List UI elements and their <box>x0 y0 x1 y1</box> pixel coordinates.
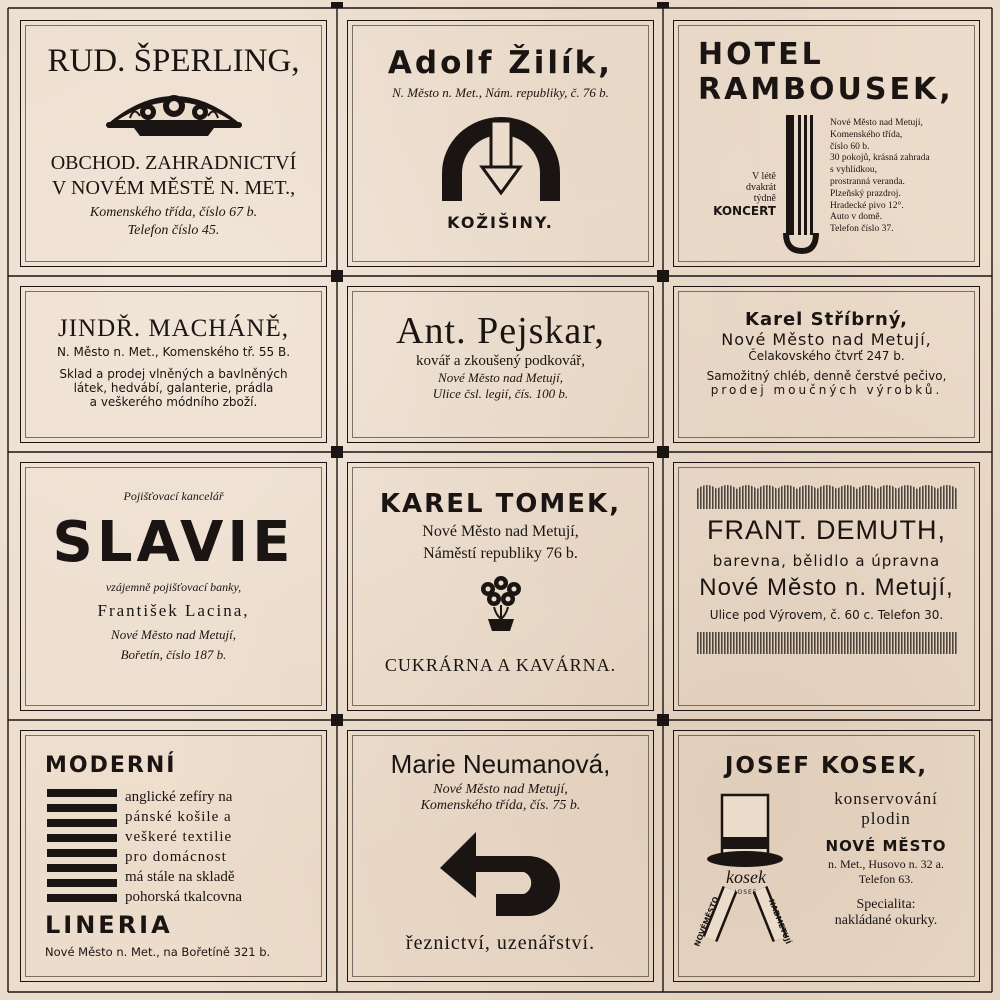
ad-detail: s vyhlídkou, <box>830 165 877 176</box>
ad-detail: Hradecké pivo 12°. <box>830 200 904 211</box>
ad-note: KONCERT <box>713 204 776 218</box>
ad-address: Ulice pod Výrovem, č. 60 c. Telefon 30. <box>709 608 944 622</box>
logo-ribbon-left: NOVÉMĚSTO <box>692 895 721 948</box>
ad-address: Komenského třída, číslo 67 b. <box>89 205 258 220</box>
ad-address: N. Město n. Met., Komenského tř. 55 B. <box>56 345 291 359</box>
ad-lineria <box>20 730 327 982</box>
square-ornament <box>657 446 669 458</box>
square-ornament <box>657 2 669 8</box>
ad-machane <box>20 286 327 443</box>
square-ornament <box>331 446 343 458</box>
ad-sub: vzájemně pojišťovací banky, <box>105 580 242 594</box>
ad-spec: Specialita: <box>856 897 916 912</box>
logo-sub: JOSEF <box>734 889 758 896</box>
ad-address: Bořetín, číslo 187 b. <box>120 647 227 662</box>
ad-line: veškeré textilie <box>125 829 233 845</box>
ad-detail: číslo 60 b. <box>830 141 870 152</box>
flower-basket-icon <box>104 82 244 140</box>
ad-note: V létě <box>752 171 776 182</box>
ad-address: Komenského třída, čís. 75 b. <box>420 798 581 813</box>
ad-detail: Telefon číslo 37. <box>830 224 894 235</box>
ad-pejskar <box>347 286 654 443</box>
ad-slavie <box>20 462 327 711</box>
ad-title: LINERIA <box>45 911 173 939</box>
ad-top: MODERNÍ <box>45 753 177 778</box>
ad-detail: Komenského třída, <box>830 129 903 140</box>
curved-arrow-icon <box>436 828 566 918</box>
ad-title: JOSEF KOSEK, <box>724 753 929 779</box>
ad-address: Nové Město n. Met., na Bořetíně 321 b. <box>45 945 271 959</box>
ad-city: Nové Město nad Metují, <box>422 523 579 540</box>
ad-title: Karel Stříbrný, <box>745 309 908 330</box>
ad-detail: prostranná veranda. <box>830 176 905 187</box>
ad-address: Nové Město nad Metují, <box>438 370 563 385</box>
ad-desc: Samožitný chléb, denně čerstvé pečivo, <box>706 369 947 383</box>
ad-note: dvakrát <box>746 182 776 193</box>
ad-line: má stále na skladě <box>125 869 235 885</box>
logo-text: kosek <box>726 867 766 887</box>
square-ornament <box>331 270 343 282</box>
ad-line: V NOVÉM MĚSTĚ N. MET., <box>51 177 296 199</box>
ad-title: HOTEL <box>698 37 824 72</box>
ad-rambousek <box>673 20 980 267</box>
ad-person: František Lacina, <box>97 601 250 620</box>
ad-title: RAMBOUSEK, <box>698 72 954 107</box>
ad-city: Nové Město n. Metují, <box>699 574 954 601</box>
flower-pot-icon <box>474 575 528 633</box>
ad-address: Náměstí republiky 76 b. <box>423 545 578 562</box>
horizontal-stripes-icon <box>47 789 117 909</box>
ad-line: anglické zefíry na <box>125 789 233 805</box>
ad-title: KAREL TOMEK, <box>379 489 622 519</box>
ad-trade: plodin <box>861 809 911 828</box>
striped-band-icon <box>697 632 957 658</box>
square-ornament <box>657 714 669 726</box>
ad-city: Nové Město nad Metují, <box>721 330 932 349</box>
ad-city: NOVÉ MĚSTO <box>825 837 947 855</box>
ad-note: týdně <box>753 193 776 204</box>
ad-desc: a veškerého módního zboží. <box>89 395 258 409</box>
ad-title: SLAVIE <box>52 510 295 575</box>
ad-title: Ant. Pejskar, <box>396 310 605 352</box>
ad-desc: Sklad a prodej vlněných a bavlněných <box>59 367 288 381</box>
ad-detail: Auto v domě. <box>830 212 882 223</box>
ad-address: N. Město n. Met., Nám. republiky, č. 76 b. <box>392 85 609 100</box>
ad-line: pro domácnost <box>125 849 227 865</box>
ad-address: Ulice čsl. legií, čís. 100 b. <box>432 386 569 401</box>
ad-zilik <box>347 20 654 267</box>
arrow-down-arch-icon <box>436 111 566 207</box>
square-ornament <box>331 714 343 726</box>
ad-tomek <box>347 462 654 711</box>
ad-trade: CUKRÁRNA A KAVÁRNA. <box>384 655 617 675</box>
ad-detail: Plzeňský prazdroj. <box>830 188 901 199</box>
ad-product: KOŽIŠINY. <box>447 213 554 232</box>
ad-trade: kovář a zkoušený podkovář, <box>415 353 586 369</box>
ad-trade: řeznictví, uzenářství. <box>405 932 596 954</box>
ad-demuth <box>673 462 980 711</box>
ad-address: Čelakovského čtvrť 247 b. <box>748 349 905 363</box>
ad-city: Nové Město nad Metují, <box>433 782 568 797</box>
ad-top: Pojišťovací kancelář <box>123 489 224 503</box>
ad-desc: látek, hedvábí, galanterie, prádla <box>73 381 274 395</box>
ad-neumanova <box>347 730 654 982</box>
ad-kosek <box>673 730 980 982</box>
logo-ribbon-right: NADMETUJÍ <box>766 897 793 946</box>
ad-address: n. Met., Husovo n. 32 a. <box>828 857 944 871</box>
ad-sperling <box>20 20 327 267</box>
ad-title: Adolf Žilík, <box>387 45 614 81</box>
ad-title: JINDŘ. MACHÁNĚ, <box>58 315 289 342</box>
square-ornament <box>657 270 669 282</box>
ad-detail: Nové Město nad Metují, <box>830 118 923 128</box>
ad-line: pohorská tkalcovna <box>125 889 243 905</box>
ad-title: RUD. ŠPERLING, <box>47 43 300 79</box>
ad-trade: konservování <box>834 789 938 808</box>
ad-detail: 30 pokojů, krásná zahrada <box>830 153 930 164</box>
ad-trade: barevna, bělidlo a úpravna <box>712 552 941 570</box>
ad-stribrny <box>673 286 980 443</box>
ad-spec: nakládané okurky. <box>834 913 938 928</box>
square-ornament <box>331 2 343 8</box>
ad-line: OBCHOD. ZAHRADNICTVÍ <box>50 152 297 174</box>
striped-band-icon <box>697 481 957 509</box>
ad-title: Marie Neumanová, <box>390 749 611 779</box>
ad-city: Nové Město nad Metují, <box>111 627 236 642</box>
ad-desc: prodej moučných výrobků. <box>710 383 943 397</box>
ad-phone: Telefon 63. <box>858 872 914 886</box>
ad-line: pánské košile a <box>125 809 232 825</box>
ad-title: FRANT. DEMUTH, <box>707 515 946 545</box>
ad-phone: Telefon číslo 45. <box>127 223 220 238</box>
bar-hook-icon <box>782 115 822 255</box>
